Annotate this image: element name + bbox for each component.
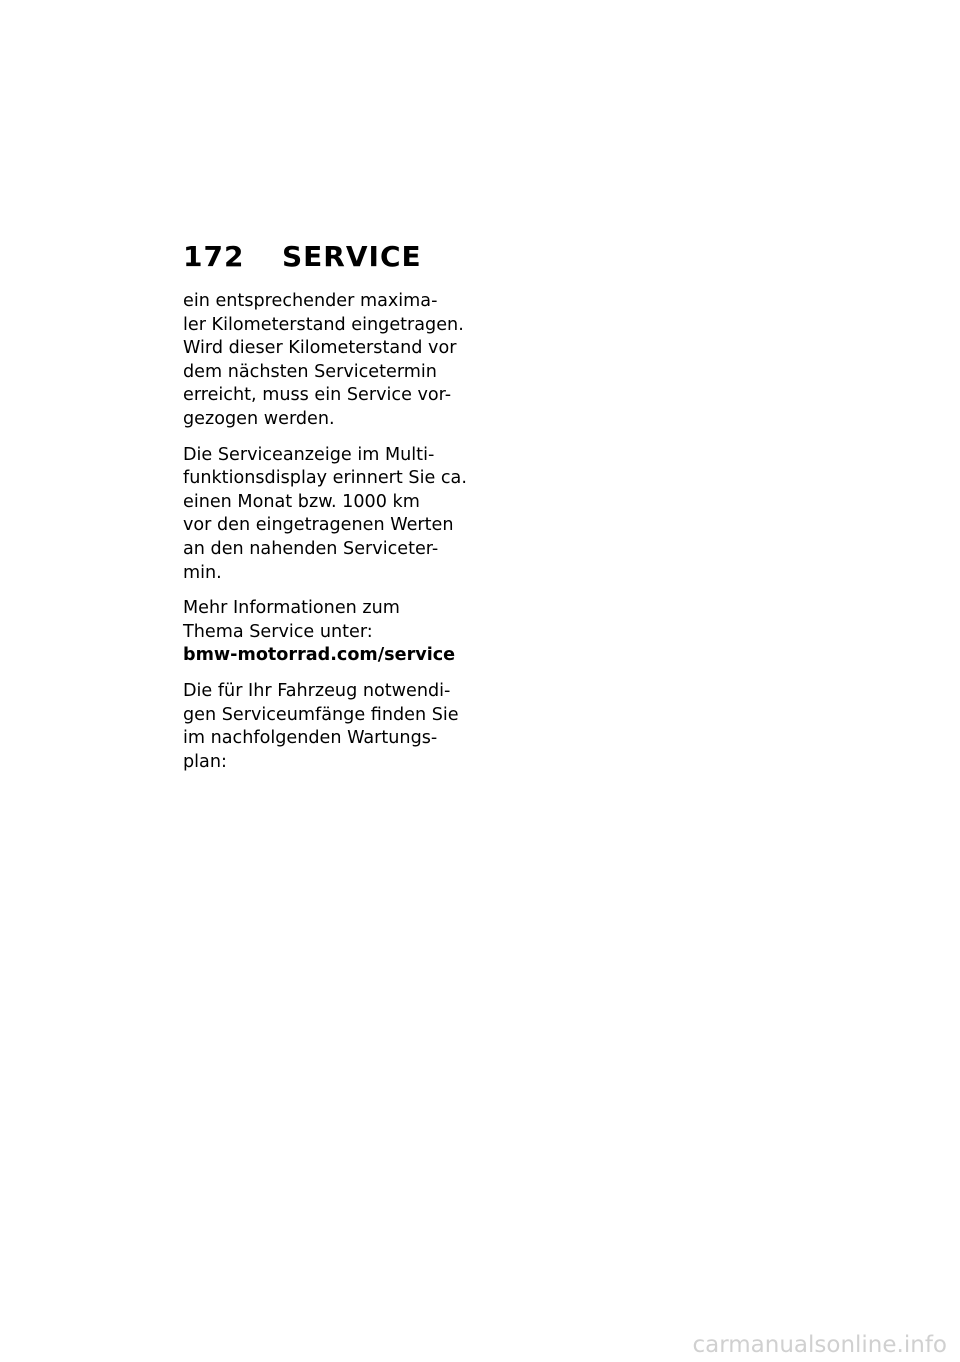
- text-line: im nachfolgenden Wartungs-: [183, 728, 438, 749]
- page-number: 172: [183, 240, 245, 273]
- text-line: min.: [183, 562, 222, 583]
- paragraph-mileage: [183, 290, 464, 432]
- text-line: Die Serviceanzeige im Multi-: [183, 444, 435, 465]
- text-line: Wird dieser Kilometerstand vor: [183, 338, 457, 359]
- watermark: carmanualsonline.info: [692, 1332, 947, 1358]
- paragraph-more-info: [183, 597, 458, 668]
- text-line: ein entsprechender maxima-: [183, 291, 438, 311]
- text-line: Mehr Informationen zum: [183, 598, 400, 619]
- body-text: [183, 290, 467, 786]
- text-line: dem nächsten Servicetermin: [183, 361, 437, 382]
- paragraph-maintenance-plan: [183, 680, 458, 774]
- text-line: erreicht, muss ein Service vor-: [183, 385, 452, 406]
- text-line: funktionsdisplay erinnert Sie ca.: [183, 468, 467, 489]
- text-line: an den nahenden Serviceter-: [183, 538, 439, 559]
- text-line: einen Monat bzw. 1000 km: [183, 491, 420, 512]
- text-line: Die für Ihr Fahrzeug notwendi-: [183, 680, 451, 701]
- service-website-link[interactable]: bmw-motorrad.com/service: [183, 645, 456, 666]
- text-line: ler Kilometerstand eingetragen.: [183, 314, 464, 335]
- text-line: Thema Service unter:: [183, 621, 373, 642]
- text-line: vor den eingetragenen Werten: [183, 515, 454, 536]
- section-title: SERVICE: [282, 240, 422, 273]
- paragraph-service-display: [183, 444, 467, 586]
- text-line: gezogen werden.: [183, 408, 335, 429]
- text-line: plan:: [183, 751, 227, 772]
- text-line: gen Serviceumfänge finden Sie: [183, 704, 459, 725]
